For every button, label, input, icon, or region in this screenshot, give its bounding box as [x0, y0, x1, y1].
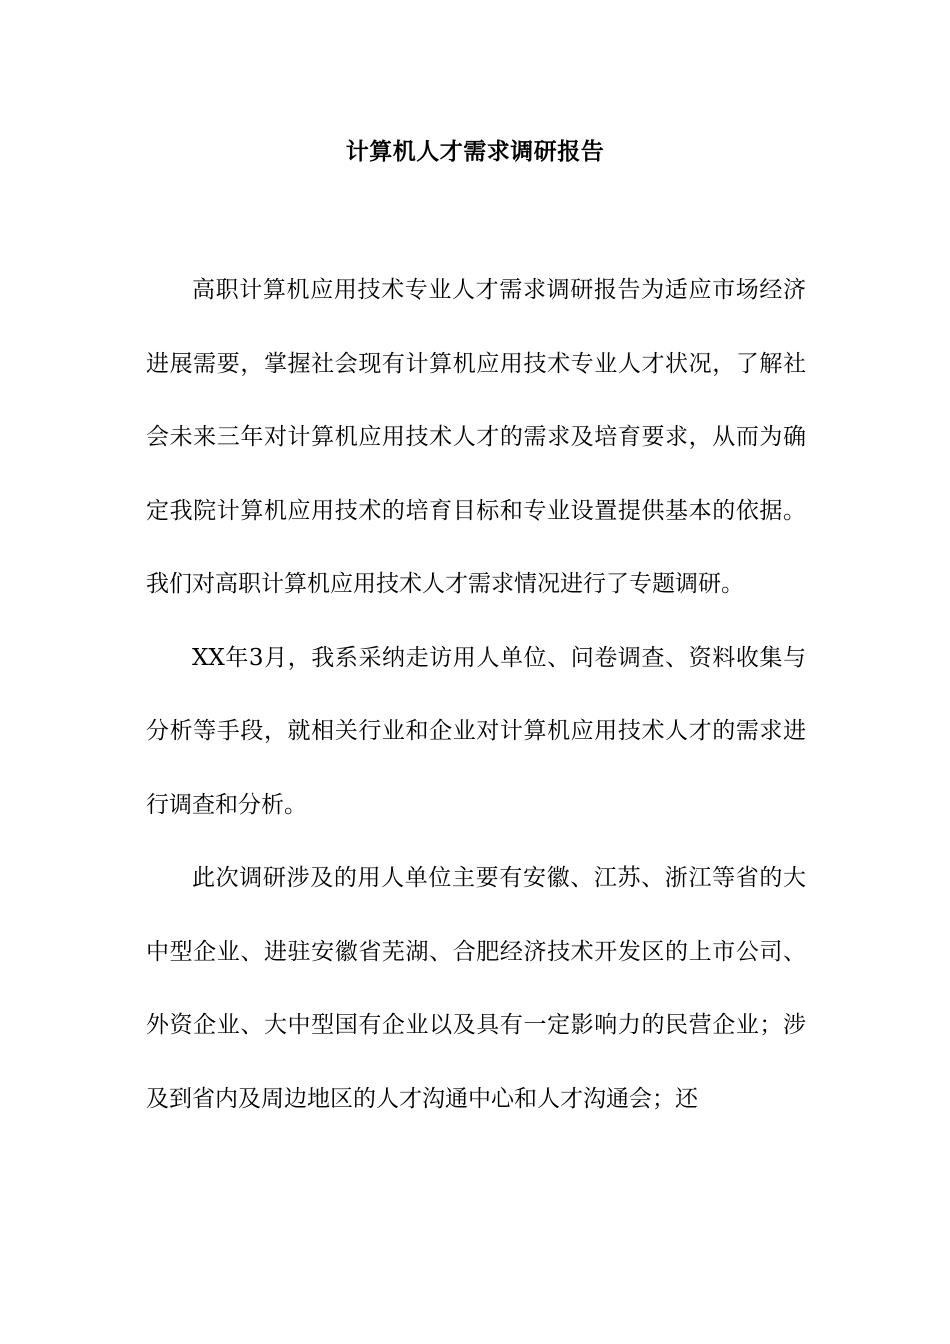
document-title: 计算机人才需求调研报告	[345, 139, 605, 165]
paragraph-scope: 此次调研涉及的用人单位主要有安徽、江苏、浙江等省的大中型企业、进驻安徽省芜湖、合肥经济技术开发区的上市公司、外资企业、大中型国有企业以及具有一定影响力的民营企业；涉及到省内及周边地区的人才沟通中心和人才沟通会；还	[146, 865, 806, 1112]
paragraph-intro: 高职计算机应用技术专业人才需求调研报告为适应市场经济进展需要，掌握社会现有计算机应用技术专业人才状况，了解社会未来三年对计算机应用技术人才的需求及培育要求，从而为确定我院计算机应用技术的培育目标和专业设置提供基本的依据。我们对高职计算机应用技术人才需求情况进行了专题调研。	[146, 277, 806, 597]
paragraph-method: XX年3月，我系采纳走访用人单位、问卷调查、资料收集与分析等手段，就相关行业和企业对计算机应用技术人才的需求进行调查和分析。	[146, 644, 806, 818]
document-body	[146, 254, 806, 1136]
